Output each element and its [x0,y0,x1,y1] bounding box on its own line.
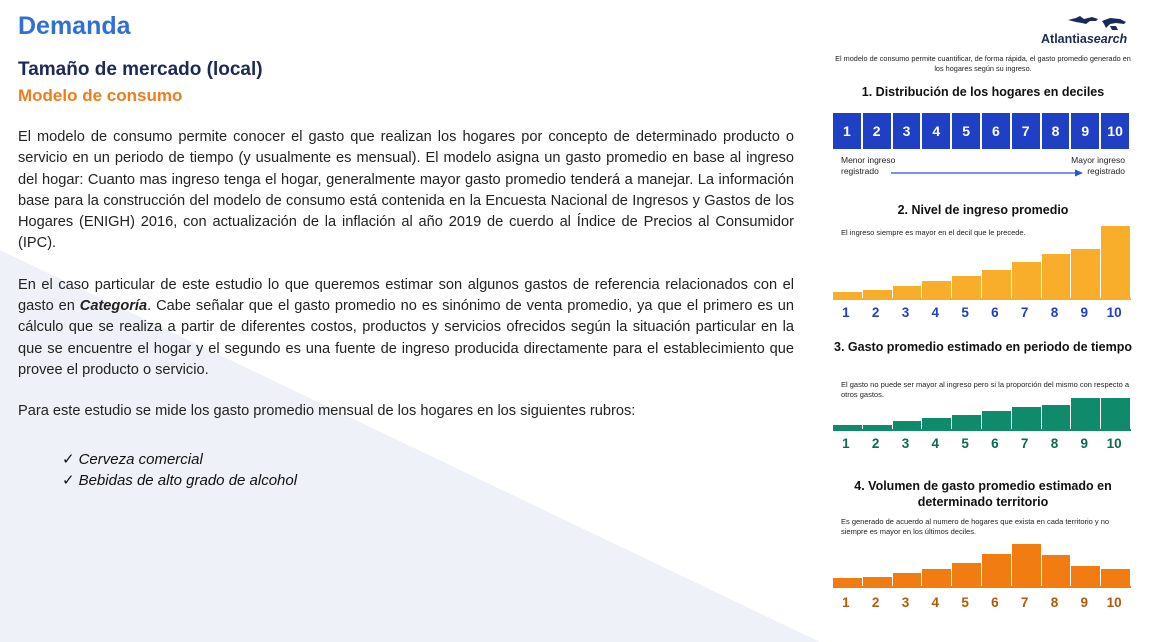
spending-tick-label: 9 [1080,436,1089,451]
volume-bar-6 [982,554,1011,586]
spending-tick-label: 7 [1020,436,1029,451]
spending-tick-label: 2 [871,436,880,451]
volume-tick-label: 9 [1080,595,1089,610]
income-tick-label: 2 [871,305,880,320]
volume-bar-chart [833,544,1131,586]
section-3-note: El gasto no puede ser mayor al ingreso pero si la proporción del mismo con respecto a otros gastos. [841,380,1130,399]
decile-cell-4: 4 [922,113,952,149]
spending-tick-label: 10 [1106,436,1122,451]
spending-bar-chart [833,398,1131,429]
volume-tick-label: 8 [1050,595,1059,610]
section-3-title: 3. Gasto promedio estimado en periodo de tiempo [834,340,1132,354]
decile-cell-9: 9 [1071,113,1101,149]
income-tick-label: 5 [961,305,969,320]
decile-cell-6: 6 [982,113,1012,149]
income-baseline [833,298,1131,300]
page-subtitle: Tamaño de mercado (local) [18,59,263,80]
income-tick-label: 4 [931,305,940,320]
infographic-intro: El modelo de consumo permite cuantificar, de forma rápida, el gasto promedio generado en los hogares según su ingreso. [835,54,1131,73]
volume-baseline [833,586,1131,588]
spending-bar-4 [922,418,951,429]
infographic [833,0,1130,642]
section-4-title: 4. Volumen de gasto promedio estimado en determinado territorio [854,479,1112,509]
income-tick-label: 1 [842,305,850,320]
income-tick-label: 7 [1020,305,1029,320]
volume-bar-5 [952,563,981,586]
paragraph-2-start: En el caso particular de este estudio lo que queremos estimar son algunos gastos de referencia relacionados con el gasto en [18,276,794,315]
decile-cell-3: 3 [893,113,923,149]
decile-cell-8: 8 [1042,113,1072,149]
spending-tick-label: 6 [991,436,999,451]
logo-text [1041,32,1127,46]
volume-bar-1 [833,578,862,586]
income-bar-8 [1042,254,1071,298]
spending-bar-8 [1042,405,1071,429]
spending-bar-3 [893,421,922,429]
spending-tick-label: 1 [842,436,850,451]
section-4-note: Es generado de acuerdo al numero de hogares que exista en cada territorio y no siempre es mayor en los últimos deciles. [841,517,1110,536]
volume-tick-label: 1 [842,595,850,610]
volume-bar-10 [1101,569,1130,586]
spending-tick-label: 3 [901,436,910,451]
volume-tick-label: 10 [1106,595,1122,610]
spending-bar-9 [1071,398,1100,429]
volume-bar-4 [922,569,951,587]
income-tick-label: 9 [1080,305,1089,320]
income-tick-label: 6 [991,305,999,320]
spending-baseline [833,429,1131,431]
decile-cell-1: 1 [833,113,863,149]
income-axis [833,305,1131,323]
section-1-title: 1. Distribución de los hogares en deciles [861,85,1105,99]
volume-tick-label: 4 [931,595,940,610]
income-tick-label: 3 [901,305,910,320]
income-tick-label: 10 [1106,305,1122,320]
paragraph-3: Para este estudio se mide los gasto promedio mensual de los hogares en los siguientes rubros: [18,403,636,420]
decile-strip [833,113,1129,149]
income-bar-3 [893,286,922,298]
income-bar-6 [982,270,1011,298]
spending-bar-7 [1012,407,1041,429]
check-icon: ✓ [62,450,75,468]
income-bar-chart [833,226,1131,298]
section-title: Modelo de consumo [18,86,183,105]
decile-cell-7: 7 [1012,113,1042,149]
decile-cell-5: 5 [952,113,982,149]
spending-bar-6 [982,411,1011,429]
paragraph-2-end: . Cabe señalar que el gasto promedio no es sinónimo de venta promedio, ya que el primero es un cálculo que se realiza a partir de diferentes costos, productos y servicios ofrecidos según la situación particular en la que se encuentre el hogar y el segundo es una fuente de ingreso producida directamente para el establecimiento que provee el producto o servicio. [18,298,794,378]
spending-tick-label: 5 [961,436,969,451]
checklist-item-label: Cerveza comercial [78,450,203,468]
spending-tick-label: 4 [931,436,940,451]
income-bar-9 [1071,249,1100,298]
volume-tick-label: 5 [961,595,969,610]
volume-bar-9 [1071,566,1100,586]
volume-tick-label: 3 [901,595,910,610]
spending-axis [833,436,1131,454]
section-2-note: El ingreso siempre es mayor en el decil que le precede. [841,228,1026,237]
income-bar-10 [1101,226,1130,298]
lowest-income-label: Menor ingreso registrado [841,155,896,176]
decile-cell-10: 10 [1101,113,1129,149]
checklist-item [62,449,794,470]
income-bar-7 [1012,262,1041,298]
spending-bar-10 [1101,398,1130,429]
page-title: Demanda [18,12,131,40]
check-icon: ✓ [62,471,75,489]
volume-bar-7 [1012,544,1041,586]
volume-bar-2 [863,577,892,586]
volume-bar-8 [1042,555,1071,586]
volume-tick-label: 2 [871,595,880,610]
income-bar-2 [863,290,892,298]
income-arrow-row [833,155,1131,195]
paragraph-1: El modelo de consumo permite conocer el gasto que realizan los hogares por concepto de determinado producto o servicio en un periodo de tiempo (y usualmente es mensual). El modelo asigna un gasto promedio en base al ingreso del hogar: Cuanto mas ingreso tenga el hogar, generalmente mayor gasto promedio tenderá a manejar. La información base para la construcción del modelo de consumo está contenida en la Encuesta Nacional de Ingresos y Gastos de los Hogares (ENIGH) 2016, con actualización de la inflación al año 2019 de cuerdo al Índice de Precios al Consumidor (IPC). [18,129,794,252]
paragraph-2-category: Categoría [79,298,148,315]
logo-name-part2: search [1086,32,1128,46]
content-column [18,10,794,491]
volume-tick-label: 6 [991,595,999,610]
volume-tick-label: 7 [1020,595,1029,610]
spending-bar-5 [952,415,981,429]
checklist-item [62,470,794,491]
logo-name-part1: Atlantia [1041,32,1087,46]
spending-tick-label: 8 [1050,436,1059,451]
checklist [62,449,794,491]
decile-cell-2: 2 [863,113,893,149]
income-bar-4 [922,281,951,298]
paragraph-2 [18,275,794,381]
checklist-item-label: Bebidas de alto grado de alcohol [78,471,298,489]
volume-bar-3 [893,573,922,586]
volume-axis [833,595,1131,613]
highest-income-label: Mayor ingreso registrado [1071,155,1125,176]
income-tick-label: 8 [1050,305,1059,320]
section-2-title: 2. Nivel de ingreso promedio [897,203,1069,217]
arrow-right-icon [891,168,1083,178]
income-bar-5 [952,276,981,298]
